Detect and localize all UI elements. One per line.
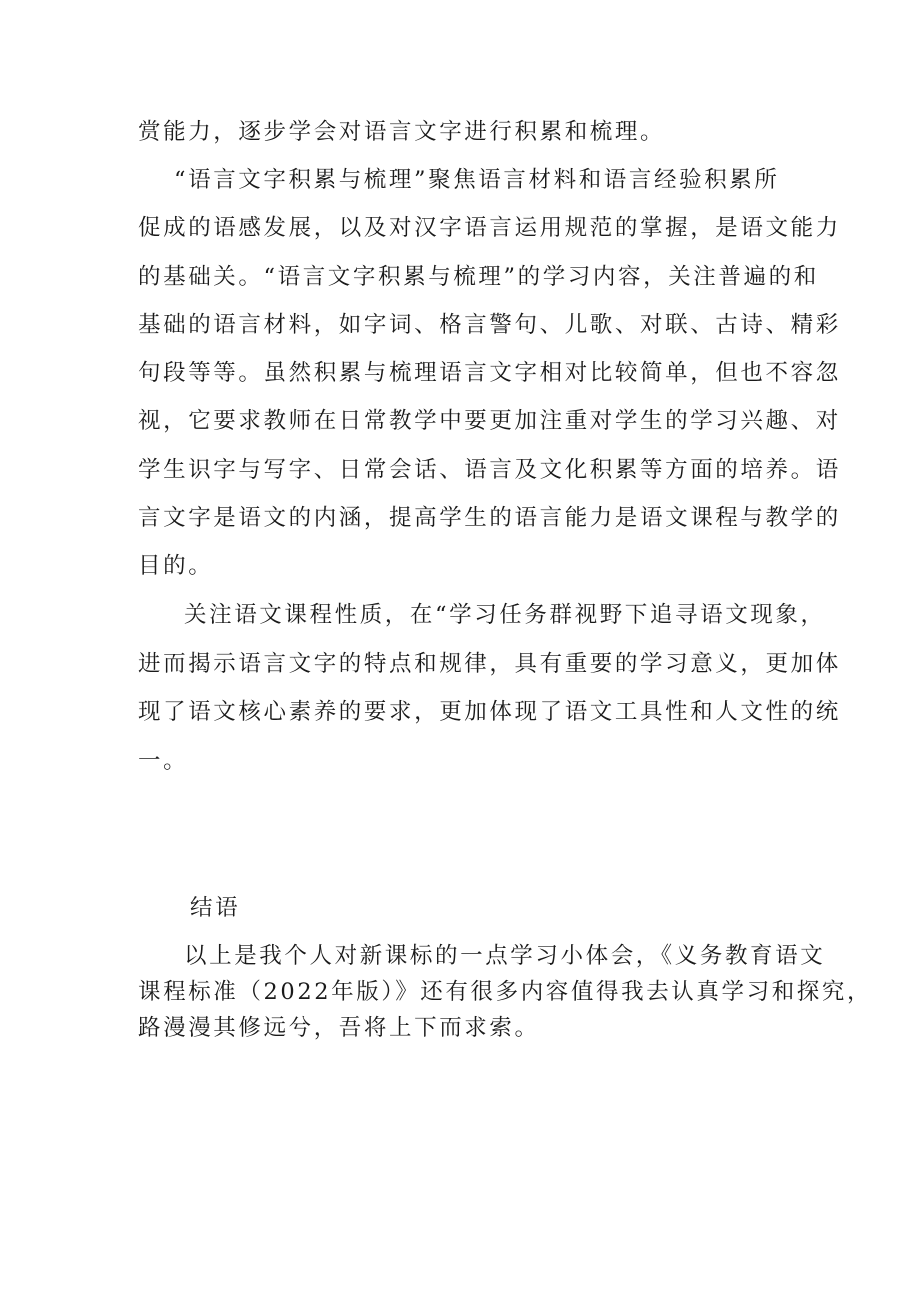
text-line: 促成的语感发展，以及对汉字语言运用规范的掌握，是语文能力 [138, 215, 841, 242]
paragraph-accumulation [138, 156, 841, 591]
text-line: 赏能力，逐步学会对语言文字进行积累和梳理。 [138, 119, 666, 145]
text-line: 进而揭示语言文字的特点和规律，具有重要的学习意义，更加体 [138, 650, 841, 677]
text-line: 视，它要求教师在日常教学中要更加注重对学生的学习兴趣、对 [138, 408, 841, 435]
text-line: 的基础关。“语言文字积累与梳理”的学习内容，关注普遍的和 [138, 263, 819, 290]
text-line: 以上是我个人对新课标的一点学习小体会，《义务教育语文 [184, 943, 826, 969]
text-line: 关注语文课程性质，在“学习任务群视野下追寻语文现象， [184, 602, 826, 628]
text-line: 基础的语言材料，如字词、格言警句、儿歌、对联、古诗、精彩 [138, 311, 841, 338]
section-heading: 结语 [190, 895, 241, 921]
text-line: 路漫漫其修远兮，吾将上下而求索。 [138, 1015, 540, 1041]
paragraph-conclusion [138, 938, 873, 1046]
text-line: 学生识字与写字、日常会话、语言及文化积累等方面的培养。语 [138, 456, 841, 483]
text-line: “语言文字积累与梳理”聚焦语言材料和语言经验积累所 [174, 167, 780, 193]
continuation-paragraph [138, 108, 790, 156]
text-line: 现了语文核心素养的要求，更加体现了语文工具性和人文性的统 [138, 699, 841, 725]
text-line: 句段等等。虽然积累与梳理语言文字相对比较简单，但也不容忽 [138, 360, 841, 387]
text-line: 一。 [138, 747, 189, 774]
text-line: 课程标准（2022年版）》还有很多内容值得我去认真学习和探究， [138, 979, 873, 1005]
paragraph-curriculum-nature [138, 591, 841, 785]
text-line: 言文字是语文的内涵，提高学生的语言能力是语文课程与教学的 [138, 505, 841, 532]
text-line: 目的。 [138, 553, 214, 580]
